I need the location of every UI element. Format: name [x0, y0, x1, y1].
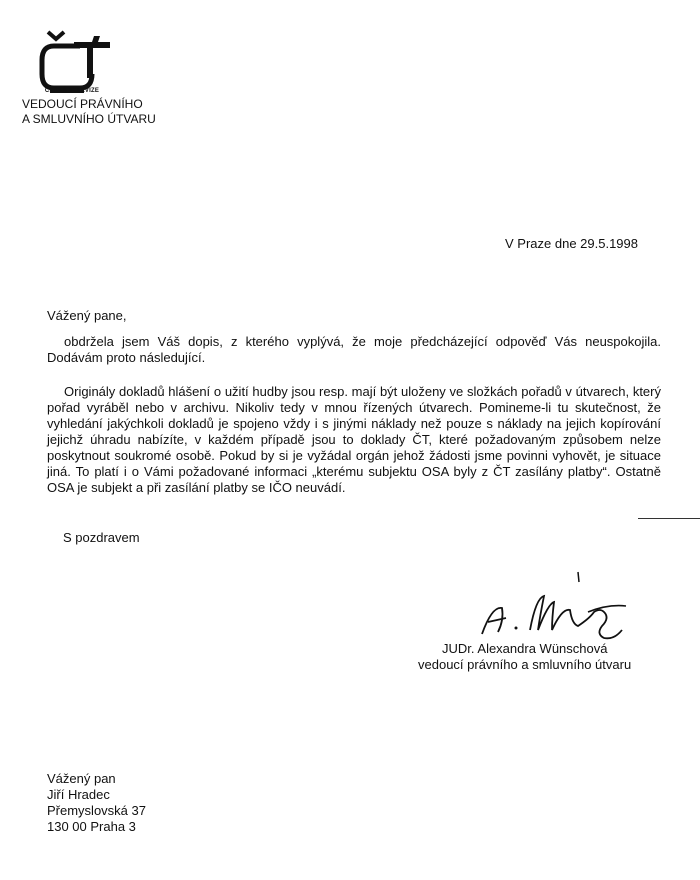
signature-icon	[478, 568, 638, 644]
signer-title: vedoucí právního a smluvního útvaru	[418, 657, 632, 672]
logo-caption: ČESKÁ TELEVIZE	[44, 88, 100, 94]
margin-rule	[638, 518, 700, 519]
recipient-line-2: Jiří Hradec	[47, 787, 110, 802]
department-line-2: A SMLUVNÍHO ÚTVARU	[22, 112, 156, 126]
date-line: V Praze dne 29.5.1998	[505, 236, 638, 251]
recipient-line-1: Vážený pan	[47, 771, 116, 786]
closing: S pozdravem	[63, 530, 140, 545]
recipient-line-3: Přemyslovská 37	[47, 803, 146, 818]
recipient-address	[47, 771, 146, 835]
paragraph-1: obdržela jsem Váš dopis, z kterého vyplývá, že moje předcházející odpověď Vás neuspokojila. Dodávám proto následující.	[47, 334, 661, 365]
department-heading	[22, 97, 156, 127]
department-line-1: VEDOUCÍ PRÁVNÍHO	[22, 97, 143, 111]
salutation: Vážený pane,	[47, 308, 127, 323]
signer-name: JUDr. Alexandra Wünschová	[442, 641, 608, 656]
recipient-line-4: 130 00 Praha 3	[47, 819, 136, 834]
paragraph-2: Originály dokladů hlášení o užití hudby jsou resp. mají být uloženy ve složkách pořadů v útvarech, který pořad vyráběl nebo v archivu. Nikoliv tedy v mnou řízených útvarech. Pomineme-li tu skutečnost, že vyhledání jakýchkoli dokladů je spojeno vždy i s jinými náklady než pouze s náklady na jejich kopírování jejichž úhradu nabízíte, v každém případě jsou to doklady ČT, které požadovaným způsobem nelze poskytnout soukromé osobě. Pokud by si je vyžádal orgán jehož žádosti jsme povinni vyhovět, je situace jiná. To platí i o Vámi požadované informaci „kterému subjektu OSA byly z ČT zasílány platby“. Ostatně OSA je subjekt a při zasílání platby se IČO neuvádí.	[47, 384, 661, 495]
